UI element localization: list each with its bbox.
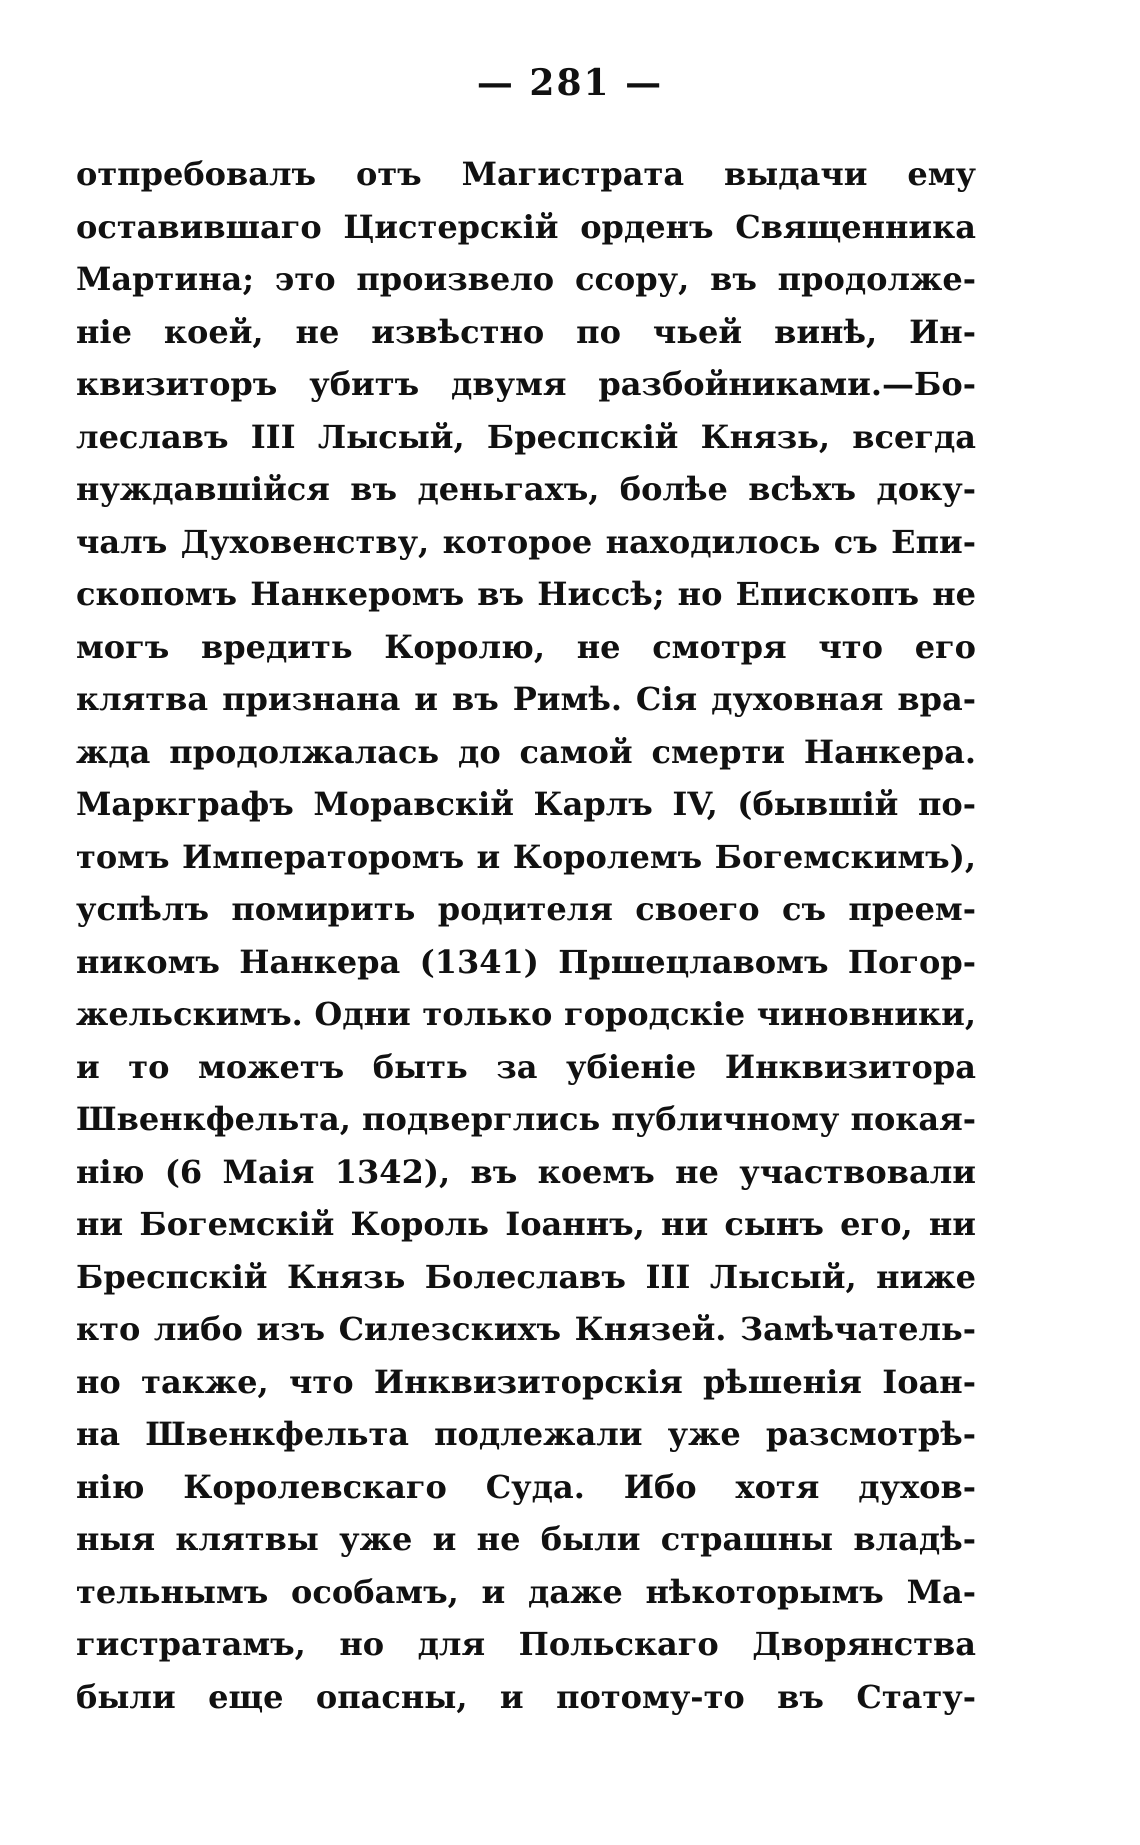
text-line: отпребовалъ отъ Магистрата выдачи ему [76,155,976,193]
text-line: Швенкфельта, подверглись публичному покая- [76,1100,976,1138]
text-line: нуждавшійся въ деньгахъ, болѣе всѣхъ доку- [76,470,976,508]
text-line: тельнымъ особамъ, и даже нѣкоторымъ Ма- [76,1572,976,1611]
text-line: и то можетъ быть за убіеніе Инквизитора [76,1047,976,1086]
text-line: чалъ Духовенству, которое находилось съ Епи- [76,522,976,561]
text-line: нію (6 Маія 1342), въ коемъ не участвовали [76,1152,976,1191]
text-line: никомъ Нанкера (1341) Пршецлавомъ Погор- [76,942,976,981]
text-line: могъ вредить Королю, не смотря что его [76,627,976,666]
text-line: ніе коей, не извѣстно по чьей винѣ, Ин- [76,312,976,351]
text-line: на Швенкфельта подлежали уже разсмотрѣ- [76,1415,976,1453]
text-line: оставившаго Цистерскій орденъ Священника [76,207,976,246]
text-line: ни Богемскій Король Іоаннъ, ни сынъ его, ни [76,1205,976,1243]
text-line: но также, что Инквизиторскія рѣшенія Іоан- [76,1362,976,1401]
text-line: Бреспскій Князь Болеславъ III Лысый, ниже [76,1257,976,1296]
body-text [76,148,976,1723]
text-line: томъ Императоромъ и Королемъ Богемскимъ), [76,837,976,876]
text-line: Мартина; это произвело ссору, въ продолже- [76,260,976,298]
text-line: леславъ III Лысый, Бреспскій Князь, всегда [76,417,976,456]
text-line: были еще опасны, и потому-то въ Стату- [76,1677,976,1716]
text-line: кто либо изъ Силезскихъ Князей. Замѣчатель- [76,1310,976,1348]
text-line: ныя клятвы уже и не были страшны владѣ- [76,1520,976,1558]
text-line: нію Королевскаго Суда. Ибо хотя духов- [76,1467,976,1506]
text-line: жельскимъ. Одни только городскіе чиновники, [76,995,976,1033]
text-line: скопомъ Нанкеромъ въ Ниссѣ; но Епископъ не [76,575,976,613]
text-line: квизиторъ убитъ двумя разбойниками.—Бо- [76,365,976,403]
text-line: гистратамъ, но для Польскаго Дворянства [76,1625,976,1663]
text-line: успѣлъ помирить родителя своего съ преем- [76,890,976,928]
text-line: жда продолжалась до самой смерти Нанкера. [76,732,976,771]
text-line: Маркграфъ Моравскій Карлъ IV, (бывшій по- [76,785,976,823]
page-number-header: — 281 — [476,62,664,104]
text-line: клятва признана и въ Римѣ. Сія духовная вра- [76,680,976,718]
